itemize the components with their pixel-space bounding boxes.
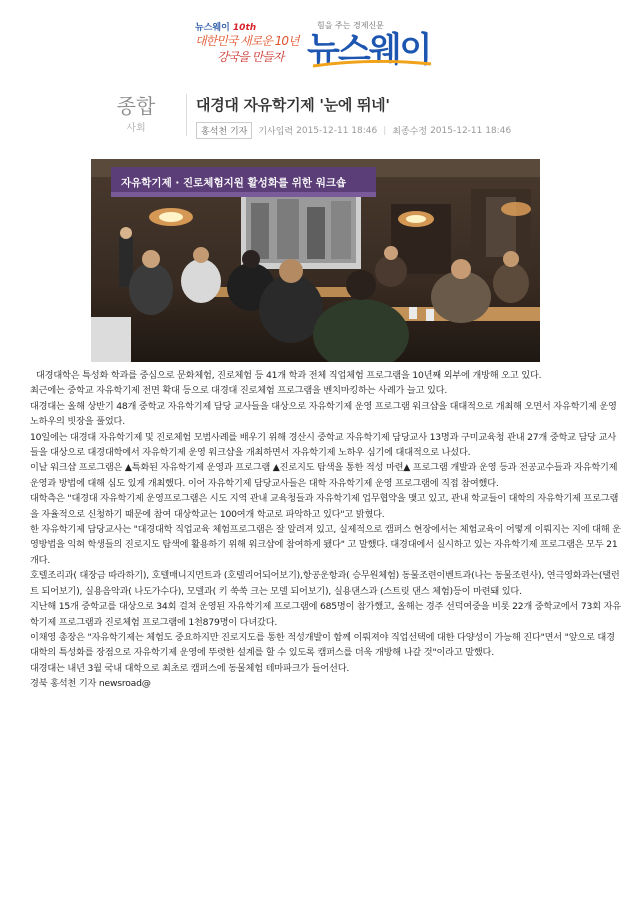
article-body [30,368,622,692]
masthead [195,18,440,88]
anniversary-slogan-line1: 대한민국 새로운 10년 [195,34,299,48]
article-paragraph: 이채영 총장은 "자유학기제는 체험도 중요하지만 진로지도를 통한 적성개발이 함께 이뤄져야 직업선택에 대한 다양성이 가능해 진다"면서 "앞으로 대경대학의 특성화를 장점으로 자유학기제 운영에 뚜렷한 설계를 할 수 있도록 캠퍼스를 더욱 개방해 나갈 것"이라고 말했다. [30,631,615,659]
meta-separator: | [383,125,387,136]
brand-tagline: 힘을 주는 경제신문 [317,21,384,30]
article-paragraph: 10일에는 대경대 자유학기제 및 진로체험 모범사례를 배우기 위해 경산시 중학교 자유학기제 담당교사 13명과 구미교육청 관내 27개 중학교 담당 교사들을 대상으로 대경대학에서 자유학기제 운영 워크샵을 개최하면서 자유학기제 노하우 심기에 대대적으로 나섰다. [30,431,616,459]
article-paragraph: 지난해 15개 중학교를 대상으로 34회 걸쳐 운영된 자유학기제 프로그램에 685명이 참가했고, 올해는 경주 선덕여중을 비롯 22개 중학교에서 73회 자유학기제 프로그램과 진로체험 프로그램에 1천879명이 다녀갔다. [30,601,621,628]
brand-name: 뉴스웨이 [307,30,431,70]
article-paragraph: 대경대는 내년 3월 국내 대학으로 최초로 캠퍼스에 동물체험 테마파크가 들어선다. [30,662,350,674]
anniversary-slogan-line2: 강국을 만들자 [217,50,284,64]
article-title: 대경대 자유학기제 '눈에 뛰네' [196,96,390,114]
section-sub: 사회 [126,123,146,134]
workshop-photo-image [91,159,540,362]
article-byline: 경북 홍석천 기자 newsroad@ [30,678,151,690]
input-date: 2015-12-11 18:46 [296,125,378,136]
header-divider [186,94,187,136]
modified-date: 2015-12-11 18:46 [430,125,512,136]
reporter-badge[interactable]: 홍석천 기자 [196,122,252,139]
article-photo [91,159,540,362]
photo-banner-text: 자유학기제 · 진로체험지원 활성화를 위한 워크숍 [121,177,347,189]
article-paragraph: 대학측은 "대경대 자유학기제 운영프로그램은 시도 지역 관내 교육청들과 자유학기제 업무협약을 맺고 있고, 관내 학교들이 대학의 자유학기제 프로그램을 자율적으로 신청하기 때문에 참여 대상학교는 100여개 학교로 파악하고 있다"고 밝혔다. [30,493,619,520]
brand-logo[interactable] [307,20,442,69]
brand-swoosh-icon [311,60,433,70]
article-paragraph: 대경대는 올해 상반기 48개 중학교 자유학기제 담당 교사들을 대상으로 자유학기제 운영 프로그램 워크샵을 대대적으로 개최해 오면서 자유학기제 운영 노하우의 빗장을 풀었다. [30,400,617,428]
section-main: 종합 [116,94,156,118]
article-paragraph: 최근에는 중학교 자유학기제 전면 확대 등으로 대경대 진로체험 프로그램을 벤치마킹하는 사례가 늘고 있다. [30,385,448,397]
article-paragraph: 호텔조리과( 대장금 따라하기), 호텔매니지먼트과 (호텔리어되어보기),항공운항과( 승무원체험) 동물조련이벤트과(나는 동물조련사), 연극영화과는(탤런트 되어보기), 실용음악과( 나도가수다), 모델과( 키 쑥쑥 크는 모델 되어보기), 실용댄스과 (스트릿 댄스 체험)등이 마련돼 있다. [30,570,620,597]
anniversary-logo [195,20,305,65]
section-label [100,94,172,134]
input-date-label: 기사입력 [258,127,294,137]
modified-date-label: 최종수정 [392,127,428,137]
article-paragraph: 한 자유학기제 담당교사는 "대경대학 직업교육 체험프로그램은 잘 알려져 있고, 실제적으로 캠퍼스 현장에서는 체험교육이 어떻게 이뤄지는 지에 대해 운영방법을 익혀 학생들의 진로지도 탐색에 활용하기 위해 워크샵에 참여하게 됐다" 고 말했다. 대경대에서 실시하고 있는 자유학기제 프로그램은 모두 21개다. [30,524,621,566]
article-paragraph: 이날 워크샵 프로그램은 ▲특화된 자유학기제 운영과 프로그램 ▲진로지도 탐색을 통한 적성 마련▲ 프로그램 개발과 운영 등과 전공교수들과 자유학기제 운영과 방법에 대해 심도 있게 개최했다. 이어 자유학기제 담당교사들은 대학 자유학기제 운영 프로그램에 직접 참여했다. [30,462,618,489]
article-meta [196,122,517,139]
article-paragraph: 대경대학은 특성화 학과를 중심으로 문화체험, 진로체험 등 41개 학과 전체 직업체험 프로그램을 10년째 외부에 개방해 오고 있다. [36,370,542,381]
anniversary-brand: 뉴스웨이 10th [195,23,257,33]
